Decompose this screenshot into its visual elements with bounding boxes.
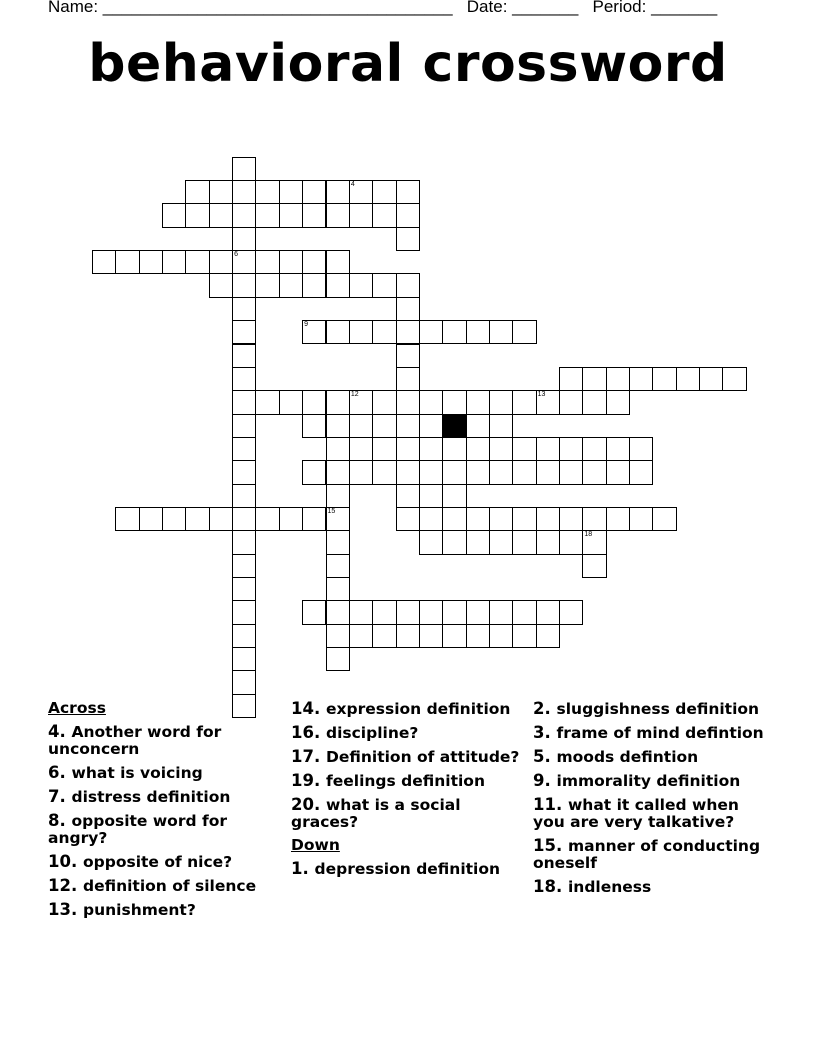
crossword-cell[interactable] — [232, 577, 256, 601]
clue-number: 14. — [291, 699, 326, 718]
crossword-cell[interactable] — [466, 320, 490, 344]
crossword-cell[interactable] — [489, 437, 513, 461]
crossword-cell[interactable] — [419, 624, 443, 648]
crossword-cell[interactable] — [302, 250, 326, 274]
clue-text: what is a social graces? — [291, 796, 461, 831]
clue-text: what is voicing — [71, 764, 203, 782]
clue-number: 13. — [48, 900, 83, 919]
crossword-cell[interactable] — [372, 273, 396, 297]
cell-number: 6 — [234, 251, 238, 259]
crossword-cell[interactable] — [536, 437, 560, 461]
crossword-cell[interactable] — [279, 390, 303, 414]
crossword-cell[interactable] — [489, 320, 513, 344]
crossword-cell[interactable] — [185, 180, 209, 204]
crossword-cell[interactable] — [232, 344, 256, 368]
crossword-cell[interactable] — [372, 180, 396, 204]
crossword-cell[interactable] — [349, 414, 373, 438]
crossword-cell[interactable] — [396, 484, 420, 508]
crossword-cell[interactable] — [489, 390, 513, 414]
crossword-cell[interactable] — [326, 437, 350, 461]
crossword-cell[interactable] — [279, 273, 303, 297]
crossword-cell[interactable] — [419, 530, 443, 554]
clue-item — [533, 796, 773, 831]
crossword-cell[interactable] — [92, 250, 116, 274]
clue-text: what it called when you are very talkative? — [533, 796, 739, 831]
crossword-cell[interactable] — [396, 507, 420, 531]
crossword-cell[interactable] — [349, 203, 373, 227]
crossword-cell[interactable] — [326, 484, 350, 508]
clue-number: 15. — [533, 836, 568, 855]
clue-text: Definition of attitude? — [325, 748, 520, 766]
crossword-cell[interactable] — [559, 530, 583, 554]
clue-text: Another word for unconcern — [48, 723, 222, 758]
crossword-cell[interactable] — [466, 437, 490, 461]
crossword-cell[interactable] — [372, 624, 396, 648]
clue-item — [48, 901, 278, 919]
clue-item — [291, 700, 521, 718]
crossword-cell[interactable] — [255, 203, 279, 227]
crossword-cell[interactable] — [209, 507, 233, 531]
crossword-cell[interactable] — [232, 484, 256, 508]
crossword-cell[interactable] — [232, 390, 256, 414]
crossword-cell[interactable] — [326, 624, 350, 648]
crossword-cell[interactable] — [559, 600, 583, 624]
clue-number: 6. — [48, 763, 72, 782]
crossword-cell[interactable] — [115, 250, 139, 274]
crossword-cell[interactable] — [536, 600, 560, 624]
crossword-cell[interactable] — [232, 437, 256, 461]
clue-heading-down: Down — [291, 836, 340, 854]
crossword-cell[interactable] — [606, 437, 630, 461]
crossword-cell[interactable] — [326, 554, 350, 578]
crossword-cell[interactable] — [512, 530, 536, 554]
crossword-cell[interactable] — [326, 530, 350, 554]
crossword-cell[interactable] — [442, 600, 466, 624]
crossword-cell[interactable] — [326, 320, 350, 344]
crossword-cell[interactable] — [302, 414, 326, 438]
clue-item — [48, 788, 278, 806]
crossword-cell[interactable] — [489, 460, 513, 484]
crossword-cell[interactable] — [489, 414, 513, 438]
crossword-cell[interactable] — [466, 600, 490, 624]
clue-item — [533, 772, 773, 790]
crossword-cell[interactable] — [489, 530, 513, 554]
crossword-cell[interactable] — [466, 390, 490, 414]
crossword-cell[interactable] — [606, 507, 630, 531]
crossword-cell[interactable] — [466, 414, 490, 438]
crossword-cell[interactable] — [512, 460, 536, 484]
crossword-cell[interactable] — [232, 507, 256, 531]
clue-item — [533, 700, 773, 718]
crossword-cell[interactable] — [232, 273, 256, 297]
crossword-cell[interactable] — [302, 273, 326, 297]
crossword-cell[interactable] — [326, 647, 350, 671]
clue-text: indleness — [567, 878, 652, 896]
clue-number: 11. — [533, 795, 568, 814]
clue-item — [533, 748, 773, 766]
crossword-cell[interactable] — [442, 507, 466, 531]
crossword-cell[interactable] — [326, 577, 350, 601]
crossword-cell[interactable] — [396, 273, 420, 297]
clue-number: 3. — [533, 723, 557, 742]
crossword-cell[interactable] — [162, 507, 186, 531]
crossword-cell[interactable] — [349, 180, 373, 204]
clue-item — [533, 837, 773, 872]
crossword-cell[interactable] — [349, 437, 373, 461]
clue-number: 1. — [291, 859, 315, 878]
clue-number: 20. — [291, 795, 326, 814]
clue-number: 2. — [533, 699, 557, 718]
crossword-cell[interactable] — [442, 320, 466, 344]
crossword-cell[interactable] — [372, 414, 396, 438]
crossword-cell[interactable] — [419, 507, 443, 531]
crossword-cell[interactable] — [466, 530, 490, 554]
crossword-cell[interactable] — [396, 390, 420, 414]
crossword-cell[interactable] — [559, 460, 583, 484]
crossword-cell[interactable] — [442, 437, 466, 461]
clue-number: 5. — [533, 747, 557, 766]
clue-text: feelings definition — [325, 772, 485, 790]
crossword-cell[interactable] — [185, 250, 209, 274]
clue-text: manner of conducting oneself — [533, 837, 761, 872]
clue-number: 10. — [48, 852, 83, 871]
crossword-cell[interactable] — [139, 507, 163, 531]
clue-column-3 — [533, 700, 773, 902]
crossword-cell[interactable] — [185, 507, 209, 531]
crossword-cell[interactable] — [512, 437, 536, 461]
clue-text: discipline? — [325, 724, 419, 742]
crossword-cell[interactable] — [162, 250, 186, 274]
crossword-cell[interactable] — [302, 390, 326, 414]
crossword-cell[interactable] — [232, 250, 256, 274]
crossword-cell[interactable] — [559, 507, 583, 531]
crossword-cell[interactable] — [676, 367, 700, 391]
crossword-cell[interactable] — [349, 273, 373, 297]
crossword-cell[interactable] — [396, 344, 420, 368]
clue-item — [48, 877, 278, 895]
crossword-cell[interactable] — [606, 460, 630, 484]
clue-column-1 — [48, 700, 278, 925]
clue-heading-across: Across — [48, 699, 106, 717]
crossword-cell[interactable] — [349, 390, 373, 414]
crossword-cell[interactable] — [582, 437, 606, 461]
crossword-cell[interactable] — [419, 414, 443, 438]
clue-column-2 — [291, 700, 521, 884]
clue-item — [291, 772, 521, 790]
clue-number: 12. — [48, 876, 83, 895]
crossword-cell[interactable] — [232, 554, 256, 578]
clue-number: 9. — [533, 771, 557, 790]
clue-text: frame of mind defintion — [556, 724, 764, 742]
clue-text: opposite word for angry? — [48, 812, 227, 847]
clue-text: opposite of nice? — [82, 853, 233, 871]
crossword-cell[interactable] — [372, 390, 396, 414]
crossword-cell[interactable] — [349, 320, 373, 344]
crossword-cell[interactable] — [442, 484, 466, 508]
crossword-cell[interactable] — [442, 460, 466, 484]
crossword-cell[interactable] — [302, 600, 326, 624]
crossword-cell[interactable] — [582, 530, 606, 554]
clue-item — [291, 860, 521, 878]
crossword-cell[interactable] — [279, 250, 303, 274]
crossword-cell[interactable] — [396, 297, 420, 321]
crossword-cell[interactable] — [279, 180, 303, 204]
crossword-cell[interactable] — [629, 507, 653, 531]
crossword-cell[interactable] — [372, 203, 396, 227]
crossword-cell[interactable] — [232, 414, 256, 438]
crossword-cell[interactable] — [559, 390, 583, 414]
crossword-cell[interactable] — [302, 203, 326, 227]
cell-number: 13 — [537, 391, 546, 399]
cell-number: 4 — [350, 181, 355, 189]
crossword-cell[interactable] — [232, 320, 256, 344]
cell-number: 12 — [350, 391, 359, 399]
crossword-cell[interactable] — [512, 507, 536, 531]
crossword-cell[interactable] — [536, 624, 560, 648]
crossword-cell[interactable] — [139, 250, 163, 274]
crossword-cell[interactable] — [326, 460, 350, 484]
crossword-cell[interactable] — [232, 203, 256, 227]
crossword-cell[interactable] — [419, 600, 443, 624]
clue-text: sluggishness definition — [556, 700, 760, 718]
clue-number: 4. — [48, 722, 72, 741]
crossword-cell[interactable] — [629, 460, 653, 484]
clue-text: depression definition — [314, 860, 501, 878]
crossword-cell[interactable] — [559, 367, 583, 391]
clue-text: definition of silence — [82, 877, 257, 895]
crossword-cell[interactable] — [302, 460, 326, 484]
clue-item — [48, 812, 278, 847]
crossword-cell[interactable] — [629, 437, 653, 461]
clue-text: immorality definition — [556, 772, 741, 790]
crossword-cell[interactable] — [582, 367, 606, 391]
crossword-cell[interactable] — [349, 624, 373, 648]
crossword-cell[interactable] — [466, 624, 490, 648]
clue-item — [291, 796, 521, 831]
clue-text: expression definition — [325, 700, 511, 718]
crossword-cell[interactable] — [559, 437, 583, 461]
crossword-cell[interactable] — [255, 180, 279, 204]
crossword-cell[interactable] — [232, 460, 256, 484]
clue-item — [291, 748, 521, 766]
crossword-cell[interactable] — [396, 320, 420, 344]
crossword-cell[interactable] — [419, 460, 443, 484]
crossword-cell[interactable] — [396, 203, 420, 227]
crossword-cell[interactable] — [419, 437, 443, 461]
clue-number: 18. — [533, 877, 568, 896]
crossword-cell[interactable] — [209, 203, 233, 227]
crossword-cell[interactable] — [536, 530, 560, 554]
crossword-cell[interactable] — [606, 367, 630, 391]
crossword-cell[interactable] — [396, 624, 420, 648]
crossword-cell[interactable] — [396, 414, 420, 438]
crossword-cell[interactable] — [302, 507, 326, 531]
crossword-cell[interactable] — [232, 180, 256, 204]
crossword-cell[interactable] — [396, 460, 420, 484]
crossword-cell[interactable] — [302, 320, 326, 344]
crossword-cell[interactable] — [232, 367, 256, 391]
crossword-cell[interactable] — [512, 320, 536, 344]
crossword-cell[interactable] — [466, 507, 490, 531]
crossword-cell[interactable] — [372, 460, 396, 484]
crossword-cell[interactable] — [302, 180, 326, 204]
crossword-cell[interactable] — [512, 390, 536, 414]
crossword-cell[interactable] — [536, 507, 560, 531]
crossword-cell[interactable] — [232, 670, 256, 694]
crossword-cell[interactable] — [326, 203, 350, 227]
crossword-cell[interactable] — [396, 600, 420, 624]
crossword-cell[interactable] — [349, 600, 373, 624]
crossword-cell[interactable] — [209, 250, 233, 274]
clue-item — [291, 724, 521, 742]
clue-text: distress definition — [71, 788, 231, 806]
crossword-cell[interactable] — [326, 250, 350, 274]
crossword-cell[interactable] — [185, 203, 209, 227]
crossword-cell[interactable] — [582, 507, 606, 531]
crossword-cell[interactable] — [582, 554, 606, 578]
crossword-cell[interactable] — [606, 390, 630, 414]
crossword-cell[interactable] — [326, 600, 350, 624]
crossword-cell[interactable] — [512, 624, 536, 648]
crossword-cell[interactable] — [232, 157, 256, 181]
crossword-cell[interactable] — [232, 600, 256, 624]
clue-item — [48, 853, 278, 871]
page-title: behavioral crossword — [88, 34, 728, 94]
clue-item — [533, 878, 773, 896]
crossword-cell[interactable] — [489, 624, 513, 648]
crossword-cell[interactable] — [326, 273, 350, 297]
crossword-cell[interactable] — [209, 180, 233, 204]
crossword-cell[interactable] — [582, 460, 606, 484]
clue-text: punishment? — [82, 901, 196, 919]
crossword-cell[interactable] — [326, 180, 350, 204]
crossword-cell[interactable] — [326, 390, 350, 414]
crossword-cell[interactable] — [396, 437, 420, 461]
clue-item — [48, 764, 278, 782]
clue-number: 17. — [291, 747, 326, 766]
crossword-cell[interactable] — [326, 507, 350, 531]
crossword-cell[interactable] — [232, 227, 256, 251]
crossword-cell[interactable] — [162, 203, 186, 227]
crossword-cell[interactable] — [372, 600, 396, 624]
crossword-black-cell — [442, 414, 466, 438]
crossword-cell[interactable] — [209, 273, 233, 297]
crossword-cell[interactable] — [419, 390, 443, 414]
crossword-cell[interactable] — [512, 600, 536, 624]
crossword-cell[interactable] — [396, 367, 420, 391]
clue-text: moods defintion — [556, 748, 699, 766]
crossword-cell[interactable] — [629, 367, 653, 391]
crossword-cell[interactable] — [349, 460, 373, 484]
cell-number: 15 — [327, 507, 336, 515]
crossword-cell[interactable] — [232, 624, 256, 648]
crossword-cell[interactable] — [536, 390, 560, 414]
crossword-cell[interactable] — [279, 203, 303, 227]
crossword-cell[interactable] — [489, 507, 513, 531]
clue-number: 16. — [291, 723, 326, 742]
crossword-cell[interactable] — [442, 530, 466, 554]
crossword-cell[interactable] — [115, 507, 139, 531]
crossword-cell[interactable] — [232, 297, 256, 321]
crossword-cell[interactable] — [255, 250, 279, 274]
crossword-cell[interactable] — [396, 227, 420, 251]
clue-number: 7. — [48, 787, 72, 806]
clue-item — [48, 723, 278, 758]
crossword-cell[interactable] — [442, 390, 466, 414]
clue-number: 19. — [291, 771, 326, 790]
crossword-cell[interactable] — [652, 507, 676, 531]
crossword-cell[interactable] — [419, 320, 443, 344]
crossword-cell[interactable] — [255, 273, 279, 297]
crossword-cell[interactable] — [279, 507, 303, 531]
crossword-cell[interactable] — [466, 460, 490, 484]
crossword-cell[interactable] — [396, 180, 420, 204]
crossword-cell[interactable] — [232, 647, 256, 671]
crossword-cell[interactable] — [489, 600, 513, 624]
cell-number: 18 — [584, 531, 593, 539]
crossword-cell[interactable] — [326, 414, 350, 438]
clue-item — [533, 724, 773, 742]
clue-number: 8. — [48, 811, 72, 830]
crossword-cell[interactable] — [372, 320, 396, 344]
header-fields: Name: _____________________________________ Date: _______ Period: _______ — [48, 0, 718, 16]
cell-number: 9 — [304, 321, 309, 329]
crossword-cell[interactable] — [699, 367, 723, 391]
crossword-cell[interactable] — [652, 367, 676, 391]
crossword-cell[interactable] — [582, 390, 606, 414]
crossword-cell[interactable] — [536, 460, 560, 484]
crossword-cell[interactable] — [372, 437, 396, 461]
crossword-cell[interactable] — [442, 624, 466, 648]
crossword-cell[interactable] — [255, 507, 279, 531]
crossword-cell[interactable] — [232, 530, 256, 554]
crossword-cell[interactable] — [255, 390, 279, 414]
crossword-cell[interactable] — [722, 367, 746, 391]
